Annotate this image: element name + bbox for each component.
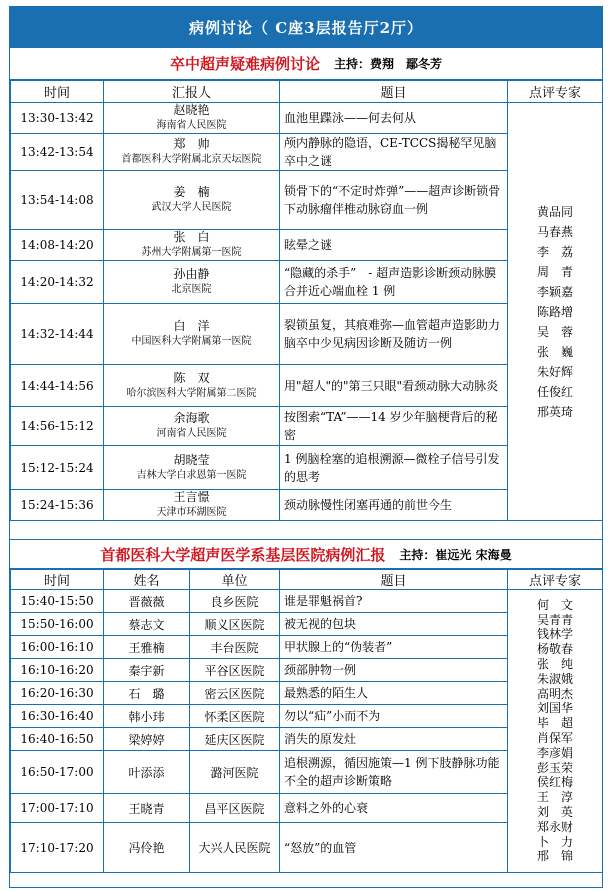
expert-name: 朱淑娥 xyxy=(536,671,573,686)
row-topic: 最熟悉的陌生人 xyxy=(280,682,508,705)
row-topic: 血池里蹀泳——何去何从 xyxy=(280,103,508,134)
row-reporter xyxy=(104,304,280,365)
expert-name: 朱好辉 xyxy=(536,364,573,379)
col-header-experts: 点评专家 xyxy=(508,81,603,103)
row-name: 石 璐 xyxy=(104,682,190,705)
reporter-name: 姜 楠 xyxy=(173,185,210,199)
expert-name: 吴青青 xyxy=(536,612,573,627)
experts-cell xyxy=(508,590,603,873)
reporter-name: 赵晓艳 xyxy=(173,103,210,117)
expert-name: 彭玉荣 xyxy=(536,760,573,775)
row-time: 14:56-15:12 xyxy=(11,407,104,446)
row-reporter xyxy=(104,103,280,134)
reporter-hospital: 中国医科大学附属第一医院 xyxy=(131,336,252,347)
row-name: 王雅楠 xyxy=(104,636,190,659)
section1-table xyxy=(10,80,603,521)
expert-name: 李 荔 xyxy=(536,244,573,259)
reporter-name: 余海歌 xyxy=(173,411,210,425)
expert-name: 杨敬春 xyxy=(536,642,573,657)
row-unit: 潞河医院 xyxy=(190,751,280,794)
reporter-name: 白 洋 xyxy=(173,319,210,333)
row-reporter xyxy=(104,261,280,304)
row-time: 16:40-16:50 xyxy=(11,728,104,751)
table-row xyxy=(11,590,603,613)
row-reporter xyxy=(104,407,280,446)
expert-name: 邢 锦 xyxy=(536,849,573,864)
row-time: 16:20-16:30 xyxy=(11,682,104,705)
row-topic: 谁是罪魁祸首? xyxy=(280,590,508,613)
row-unit: 平谷区医院 xyxy=(190,659,280,682)
reporter-hospital: 苏州大学附属第一医院 xyxy=(141,247,242,258)
reporter-hospital: 天津市环湖医院 xyxy=(156,507,227,518)
row-time: 14:20-14:32 xyxy=(11,261,104,304)
row-unit: 顺义区医院 xyxy=(190,613,280,636)
col-header-name: 姓名 xyxy=(104,570,190,590)
row-topic: 追根溯源，循因施策—1 例下肢静脉功能不全的超声诊断策略 xyxy=(280,751,508,794)
row-name: 冯伶艳 xyxy=(104,823,190,873)
row-topic: 颈动脉慢性闭塞再通的前世今生 xyxy=(280,490,508,521)
section2-host: 主持：崔远光 宋海曼 xyxy=(399,547,512,562)
row-time: 14:08-14:20 xyxy=(11,230,104,261)
row-time: 13:54-14:08 xyxy=(11,171,104,230)
reporter-hospital: 武汉大学人民医院 xyxy=(151,202,232,213)
expert-name: 高明杰 xyxy=(536,686,573,701)
row-name: 王晓青 xyxy=(104,794,190,823)
section2-table xyxy=(10,569,603,873)
row-reporter xyxy=(104,171,280,230)
row-topic: “隐藏的杀手” - 超声造影诊断颈动脉膜合并近心端血栓 1 例 xyxy=(280,261,508,304)
row-reporter xyxy=(104,490,280,521)
col-header-time: 时间 xyxy=(11,81,104,103)
expert-name: 卜 力 xyxy=(536,834,573,849)
row-topic: 1 例脑栓塞的追根溯源—微栓子信号引发的思考 xyxy=(280,446,508,490)
expert-name: 肖保军 xyxy=(536,731,573,745)
expert-name: 邢英琦 xyxy=(536,404,573,419)
section2-title: 首都医科大学超声医学系基层医院病例汇报 xyxy=(100,545,386,564)
reporter-name: 张 白 xyxy=(173,230,210,244)
row-time: 16:10-16:20 xyxy=(11,659,104,682)
reporter-name: 孙由静 xyxy=(173,267,210,281)
row-time: 16:00-16:10 xyxy=(11,636,104,659)
row-time: 15:40-15:50 xyxy=(11,590,104,613)
row-topic: 勿以“疝”小而不为 xyxy=(280,705,508,728)
row-topic: 锁骨下的“不定时炸弹”——超声诊断锁骨下动脉瘤伴椎动脉窃血一例 xyxy=(280,171,508,230)
expert-name: 毕 超 xyxy=(536,716,573,731)
row-topic: 甲状腺上的“伪装者” xyxy=(280,636,508,659)
expert-name: 郑永财 xyxy=(536,819,573,834)
row-topic: 消失的原发灶 xyxy=(280,728,508,751)
expert-name: 何 文 xyxy=(536,597,573,612)
reporter-hospital: 首都医科大学附属北京天坛医院 xyxy=(121,154,262,165)
expert-name: 侯红梅 xyxy=(536,775,573,790)
row-unit: 延庆区医院 xyxy=(190,728,280,751)
expert-name: 李彦娟 xyxy=(536,745,573,760)
table-row xyxy=(11,103,603,134)
row-topic: “怒放”的血管 xyxy=(280,823,508,873)
reporter-hospital: 海南省人民医院 xyxy=(156,120,227,131)
row-time: 13:42-13:54 xyxy=(11,134,104,171)
row-time: 15:50-16:00 xyxy=(11,613,104,636)
row-reporter xyxy=(104,230,280,261)
row-time: 16:50-17:00 xyxy=(11,751,104,794)
row-unit: 丰台医院 xyxy=(190,636,280,659)
col-header-reporter: 汇报人 xyxy=(104,81,280,103)
row-name: 蔡志文 xyxy=(104,613,190,636)
expert-name: 张 纯 xyxy=(536,657,573,672)
expert-name: 陈路增 xyxy=(536,304,573,319)
expert-name: 周 青 xyxy=(536,264,573,279)
row-reporter xyxy=(104,134,280,171)
col-header-unit: 单位 xyxy=(190,570,280,590)
row-time: 16:30-16:40 xyxy=(11,705,104,728)
row-unit: 良乡医院 xyxy=(190,590,280,613)
row-time: 17:00-17:10 xyxy=(11,794,104,823)
row-time: 13:30-13:42 xyxy=(11,103,104,134)
reporter-hospital: 吉林大学白求恩第一医院 xyxy=(136,469,247,481)
row-unit: 昌平区医院 xyxy=(190,794,280,823)
expert-name: 吴 蓉 xyxy=(536,324,573,339)
reporter-name: 王言憬 xyxy=(173,490,210,504)
page-title: 病例讨论（ C座3层报告厅2厅） xyxy=(10,7,602,47)
row-name: 叶添添 xyxy=(104,751,190,794)
experts-cell xyxy=(508,103,603,521)
col-header-experts: 点评专家 xyxy=(508,570,603,590)
section1-title: 卒中超声疑难病例讨论 xyxy=(169,55,320,73)
expert-name: 马春燕 xyxy=(536,224,573,239)
reporter-hospital: 河南省人民医院 xyxy=(156,428,227,439)
expert-name: 张 巍 xyxy=(536,344,573,359)
row-topic: 颈部肿物一例 xyxy=(280,659,508,682)
reporter-name: 胡晓莹 xyxy=(173,452,210,467)
expert-name: 任俊红 xyxy=(536,384,573,399)
reporter-hospital: 哈尔滨医科大学附属第二医院 xyxy=(126,387,257,399)
row-time: 14:44-14:56 xyxy=(11,365,104,407)
col-header-topic: 题目 xyxy=(280,81,508,103)
row-name: 晋薇薇 xyxy=(104,590,190,613)
row-time: 15:12-15:24 xyxy=(11,446,104,490)
section1-header xyxy=(10,47,602,80)
expert-name: 黄品同 xyxy=(536,204,573,219)
reporter-name: 郑 帅 xyxy=(173,137,210,151)
expert-name: 王 淳 xyxy=(536,790,573,805)
row-topic: 意料之外的心衰 xyxy=(280,794,508,823)
row-name: 韩小玮 xyxy=(104,705,190,728)
section1-host: 主持：费翔 鄢冬芳 xyxy=(334,57,443,71)
row-topic: 眩晕之谜 xyxy=(280,230,508,261)
row-name: 秦宇新 xyxy=(104,659,190,682)
schedule-page xyxy=(9,6,603,888)
row-unit: 大兴人民医院 xyxy=(190,823,280,873)
row-topic: 按图索“TA”——14 岁少年脑梗背后的秘密 xyxy=(280,407,508,446)
expert-name: 钱林学 xyxy=(536,627,573,642)
section2-header xyxy=(10,539,602,569)
row-unit: 密云区医院 xyxy=(190,682,280,705)
reporter-name: 陈 双 xyxy=(173,370,210,385)
row-topic: 裂锁虽复，其痕难弥—血管超声造影助力脑卒中少见病因诊断及随访一例 xyxy=(280,304,508,365)
expert-name: 刘 英 xyxy=(536,804,573,819)
row-unit: 怀柔区医院 xyxy=(190,705,280,728)
row-name: 梁婷婷 xyxy=(104,728,190,751)
row-topic: 被无视的包块 xyxy=(280,613,508,636)
reporter-hospital: 北京医院 xyxy=(171,284,212,295)
row-time: 17:10-17:20 xyxy=(11,823,104,873)
expert-name: 李颖嘉 xyxy=(536,284,573,299)
row-time: 14:32-14:44 xyxy=(11,304,104,365)
row-time: 15:24-15:36 xyxy=(11,490,104,521)
row-reporter xyxy=(104,365,280,407)
expert-name: 刘国华 xyxy=(536,701,573,716)
col-header-topic: 题目 xyxy=(280,570,508,590)
row-topic: 颅内静脉的隐语，CE-TCCS揭秘罕见脑卒中之谜 xyxy=(280,134,508,171)
row-reporter xyxy=(104,446,280,490)
row-topic: 用"超人"的"第三只眼"看颈动脉大动脉炎 xyxy=(280,365,508,407)
col-header-time: 时间 xyxy=(11,570,104,590)
